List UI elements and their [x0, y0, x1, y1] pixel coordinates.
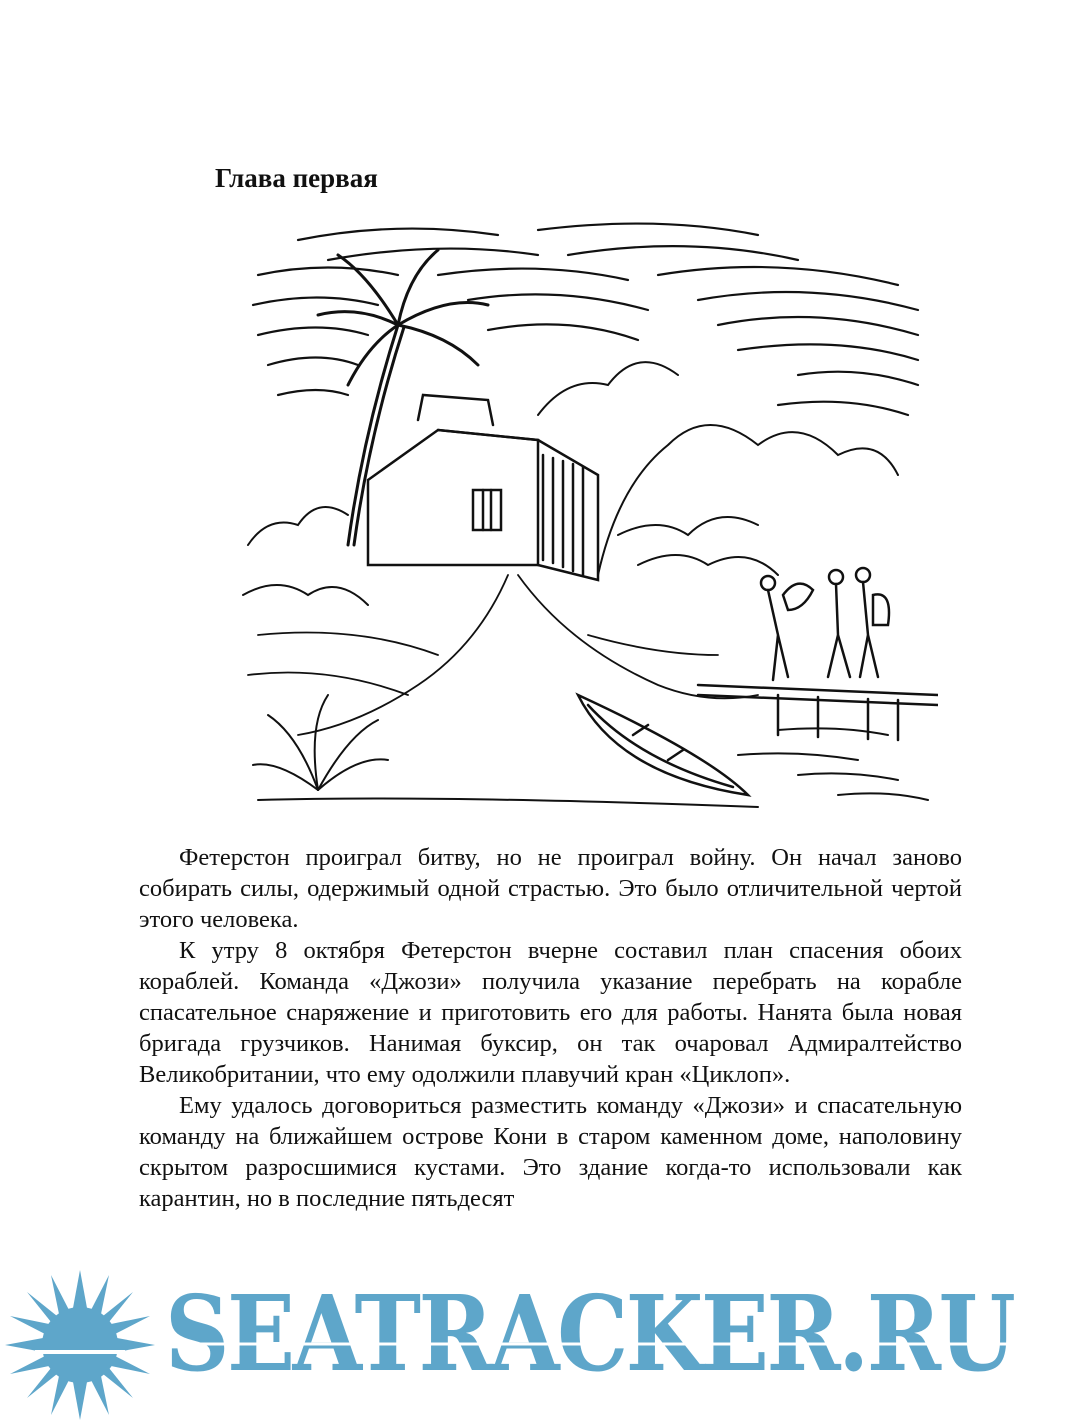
logo-text[interactable]: SEATRACKER.RU [165, 1272, 1014, 1395]
paragraph-3: Ему удалось договориться разместить команду «Джози» и спасательную команду на ближайшем острове Кони в старом каменном доме, наполовину скрытом разросшимися кустами. Это здание когда-то использовали как карантин, но в последние пятьдесят [139, 1092, 962, 1212]
paragraph-2: К утру 8 октября Фетерстон вчерне составил план спасения обоих кораблей. Команда «Джози» получила указание перебрать на корабле спасательное снаряжение и приготовить его для работы. Нанята была новая бригада грузчиков. Нанимая буксир, он так очаровал Адмиралтейство Великобритании, что ему одолжили плавучий кран «Циклоп». [139, 937, 962, 1088]
paragraph-1: Фетерстон проиграл битву, но не проиграл войну. Он начал заново собирать силы, одержимый одной страстью. Это было отличительной чертой этого человека. [139, 844, 962, 933]
footer-logo[interactable] [0, 1260, 1080, 1425]
house [368, 395, 598, 580]
sun-icon [5, 1270, 155, 1420]
path-ground [248, 575, 758, 735]
bushes [243, 362, 898, 605]
chapter-body [139, 842, 962, 1214]
pier [698, 685, 938, 740]
island-house-illustration [238, 215, 938, 815]
chapter-title: Глава первая [215, 163, 378, 193]
sky-hatching [253, 224, 918, 415]
figures [761, 568, 889, 680]
water-lines [258, 728, 928, 807]
foreground-plant [253, 695, 388, 790]
boat [578, 695, 748, 795]
